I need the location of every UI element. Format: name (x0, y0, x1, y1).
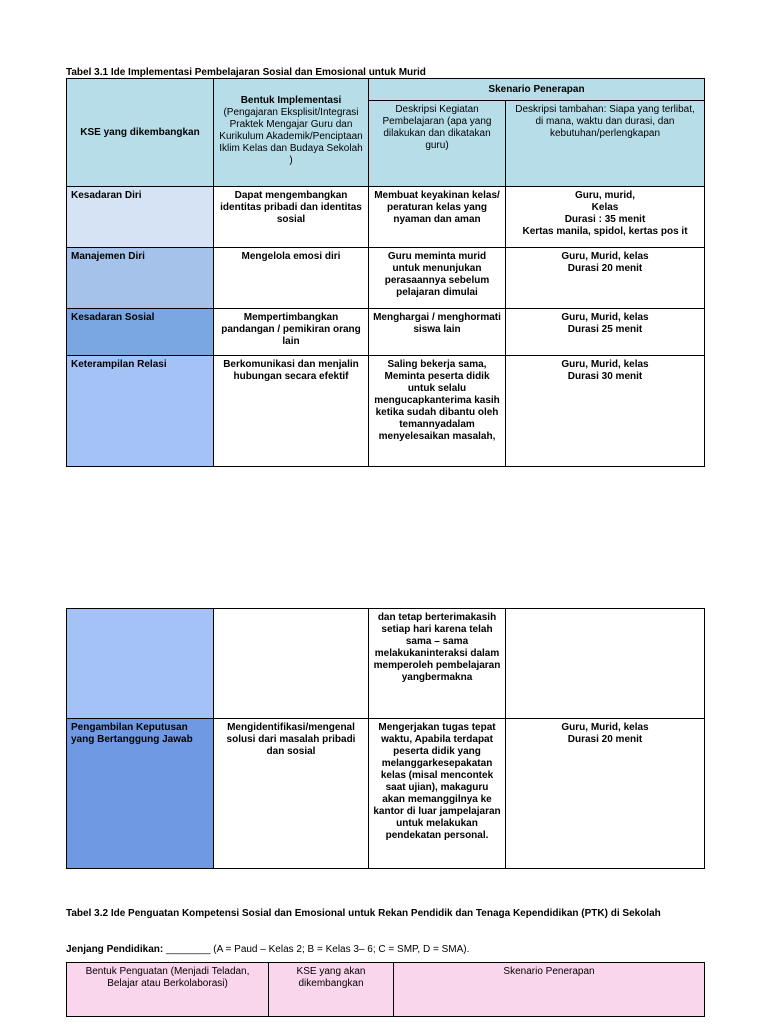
tambahan-line: Kertas manila, spidol, kertas pos it (522, 226, 688, 237)
deskripsi-cell: Guru meminta murid untuk menunjukan perasaannya sebelum pelajaran dimulai (369, 248, 506, 309)
table1-caption: Tabel 3.1 Ide Implementasi Pembelajaran Sosial dan Emosional untuk Murid (66, 67, 426, 78)
deskripsi-cell: Menghargai / menghormati siswa lain (369, 309, 506, 356)
bentuk-cell: Berkomunikasi dan menjalin hubungan secara efektif (214, 356, 369, 467)
tambahan-line: Guru, murid, (575, 190, 635, 201)
table-row (67, 719, 705, 869)
tambahan-cell (506, 248, 705, 309)
deskripsi-cell: Membuat keyakinan kelas/ peraturan kelas yang nyaman dan aman (369, 187, 506, 248)
bentuk-cell (214, 609, 369, 719)
table1 (66, 78, 705, 467)
table-row (67, 356, 705, 467)
tambahan-cell (506, 187, 705, 248)
header-bentuk-title: Bentuk Implementasi (240, 95, 342, 106)
bentuk-cell: Mengidentifikasi/mengenal solusi dari masalah pribadi dan sosial (214, 719, 369, 869)
tambahan-cell (506, 609, 705, 719)
tambahan-line: Guru, Murid, kelas (561, 312, 649, 323)
tambahan-line: Durasi 20 menit (567, 734, 643, 745)
tambahan-line: Durasi : 35 menit (564, 214, 646, 225)
header-bentuk-penguatan: Bentuk Penguatan (Menjadi Teladan, Belajar atau Berkolaborasi) (67, 963, 269, 1017)
tambahan-cell (506, 309, 705, 356)
kse-cell: Kesadaran Sosial (67, 309, 214, 356)
kse-cell: Kesadaran Diri (67, 187, 214, 248)
jenjang-label: Jenjang Pendidikan: (66, 944, 164, 955)
kse-cell (67, 609, 214, 719)
deskripsi-cell: Mengerjakan tugas tepat waktu, Apabila terdapat peserta didik yang melanggarkesepakatan kelas (misal mencontek saat ujian), makaguru akan memanggilnya ke kantor di luar jampelajaran untuk melakukan pendekatan personal. (369, 719, 506, 869)
tambahan-line: Durasi 25 menit (567, 324, 643, 335)
kse-cell: Pengambilan Keputusan yang Bertanggung Jawab (67, 719, 214, 869)
header-tambahan: Deskripsi tambahan: Siapa yang terlibat, di mana, waktu dan durasi, dan kebutuhan/perlengkapan (506, 101, 705, 187)
table1-continued (66, 608, 705, 869)
table-row (67, 609, 705, 719)
table2 (66, 962, 705, 1017)
bentuk-cell: Dapat mengembangkan identitas pribadi dan identitas sosial (214, 187, 369, 248)
bentuk-cell: Mempertimbangkan pandangan / pemikiran orang lain (214, 309, 369, 356)
tambahan-line: Guru, Murid, kelas (561, 359, 649, 370)
tambahan-line: Guru, Murid, kelas (561, 722, 649, 733)
tambahan-line: Durasi 20 menit (567, 263, 643, 274)
header-kse: KSE yang dikembangkan (67, 79, 214, 187)
tambahan-line: Kelas (591, 202, 619, 213)
header-bentuk-sub: (Pengajaran Eksplisit/Integrasi Praktek Mengajar Guru dan Kurikulum Akademik/Penciptaan Iklim Kelas dan Budaya Sekolah ) (219, 107, 363, 166)
header-deskripsi: Deskripsi Kegiatan Pembelajaran (apa yang dilakukan dan dikatakan guru) (369, 101, 506, 187)
deskripsi-cell: dan tetap berterimakasih setiap hari karena telah sama – sama melakukaninteraksi dalam memperoleh pembelajaran yangbermakna (369, 609, 506, 719)
table-row (67, 309, 705, 356)
header-bentuk (214, 79, 369, 187)
tambahan-cell (506, 356, 705, 467)
jenjang-text: ________ (A = Paud – Kelas 2; B = Kelas 3– 6; C = SMP, D = SMA). (163, 944, 470, 955)
table-row (67, 187, 705, 248)
tambahan-cell (506, 719, 705, 869)
deskripsi-cell: Saling bekerja sama, Meminta peserta didik untuk selalu mengucapkanterima kasih ketika sudah dibantu oleh temannyadalam menyelesaikan masalah, (369, 356, 506, 467)
header-kse-dikembangkan: KSE yang akan dikembangkan (269, 963, 394, 1017)
kse-cell: Keterampilan Relasi (67, 356, 214, 467)
tambahan-line: Durasi 30 menit (567, 371, 643, 382)
tambahan-line: Guru, Murid, kelas (561, 251, 649, 262)
jenjang-pendidikan (66, 944, 469, 956)
table2-caption: Tabel 3.2 Ide Penguatan Kompetensi Sosial dan Emosional untuk Rekan Pendidik dan Tenaga Kependidikan (PTK) di Sekolah (66, 908, 661, 919)
header-skenario: Skenario Penerapan (369, 79, 705, 101)
table-row (67, 248, 705, 309)
header-skenario-penerapan: Skenario Penerapan (394, 963, 705, 1017)
bentuk-cell: Mengelola emosi diri (214, 248, 369, 309)
kse-cell: Manajemen Diri (67, 248, 214, 309)
